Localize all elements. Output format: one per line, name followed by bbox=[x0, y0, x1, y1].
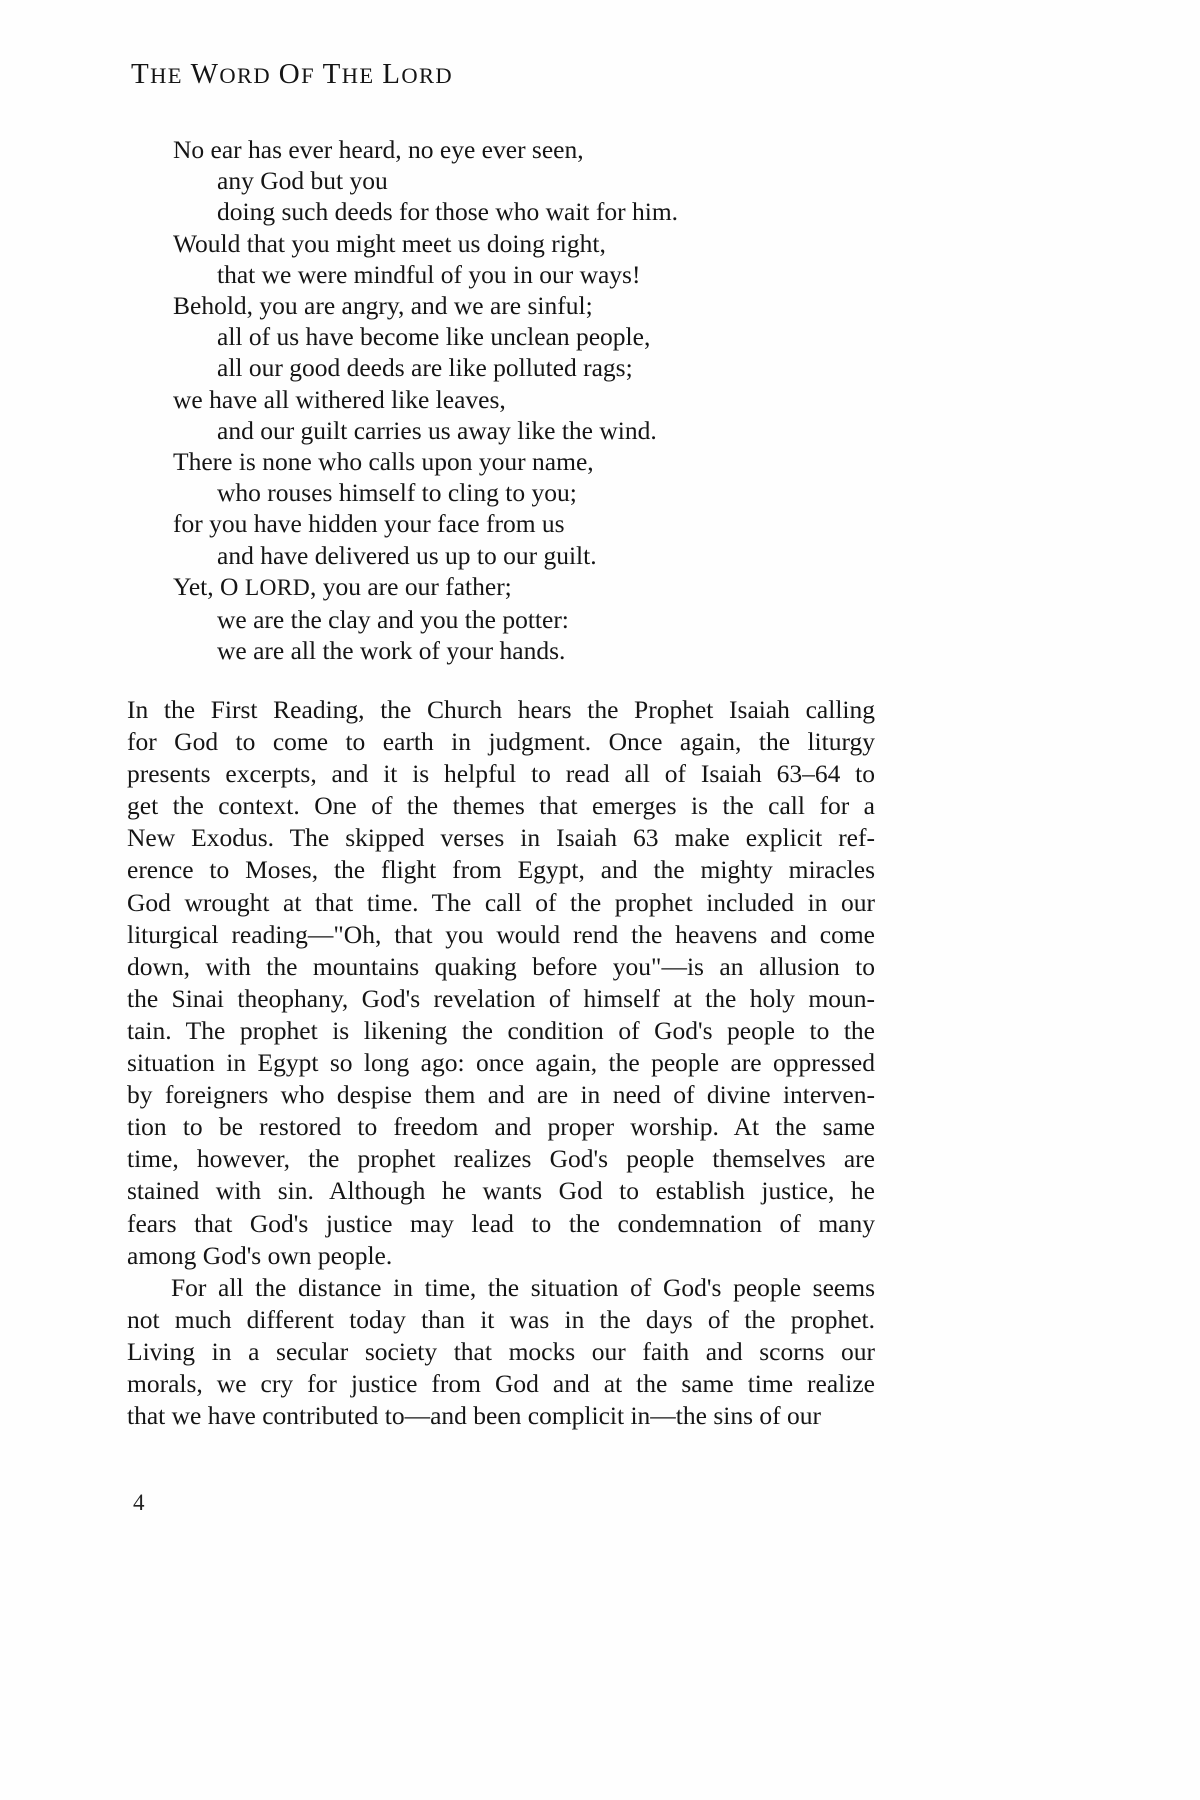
poem-line: all our good deeds are like polluted rags; bbox=[217, 353, 633, 383]
running-head-smallcaps: F bbox=[301, 63, 315, 88]
running-head-smallcaps: HE bbox=[150, 63, 183, 88]
running-head-initial: T bbox=[131, 58, 151, 90]
running-head bbox=[131, 58, 453, 91]
running-head-initial: W bbox=[190, 58, 220, 90]
paragraph-first-reading bbox=[127, 694, 875, 1272]
divine-name: LORD bbox=[244, 574, 310, 601]
page-number: 4 bbox=[133, 1490, 145, 1515]
poem-line: and have delivered us up to our guilt. bbox=[217, 540, 597, 570]
poem-line: we have all withered like leaves, bbox=[173, 384, 506, 414]
poem-line: No ear has ever heard, no eye ever seen, bbox=[173, 135, 584, 164]
body-line: for God to come to earth in judgment. Once again, the liturgy bbox=[127, 727, 875, 757]
body-line: that we have contributed to—and been complicit in—the sins of our bbox=[127, 1401, 821, 1431]
poem-line-divine: Yet, O LORD, you are our father; bbox=[173, 571, 512, 601]
body-line: God wrought at that time. The call of the prophet included in our bbox=[127, 887, 875, 917]
running-head-smallcaps: HE bbox=[341, 63, 375, 88]
running-head-word bbox=[131, 58, 183, 90]
poem-line: Behold, you are angry, and we are sinful; bbox=[173, 291, 593, 321]
running-head-word bbox=[322, 58, 375, 90]
poem-line: doing such deeds for those who wait for him. bbox=[217, 197, 679, 227]
scripture-poem-block bbox=[131, 134, 891, 666]
body-line: fears that God's justice may lead to the condemnation of many bbox=[127, 1208, 875, 1238]
body-line: get the context. One of the themes that emerges is the call for a bbox=[127, 791, 875, 821]
body-line: time, however, the prophet realizes God's people themselves are bbox=[127, 1144, 875, 1174]
body-line: For all the distance in time, the situation of God's people seems bbox=[171, 1272, 875, 1302]
running-head-word bbox=[382, 58, 454, 90]
body-line: Living in a secular society that mocks our faith and scorns our bbox=[127, 1336, 875, 1366]
body-line: the Sinai theophany, God's revelation of himself at the holy moun- bbox=[127, 983, 875, 1013]
body-text bbox=[127, 694, 875, 1432]
poem-line: who rouses himself to cling to you; bbox=[217, 478, 577, 508]
running-head-smallcaps: ORD bbox=[401, 63, 454, 88]
poem-line: for you have hidden your face from us bbox=[173, 509, 565, 539]
body-line: morals, we cry for justice from God and at the same time realize bbox=[127, 1368, 875, 1398]
poem-line: we are all the work of your hands. bbox=[217, 636, 566, 666]
body-line: tion to be restored to freedom and proper worship. At the same bbox=[127, 1112, 875, 1142]
paragraph-distance-in-time bbox=[127, 1272, 875, 1432]
poem-line: and our guilt carries us away like the wind. bbox=[217, 415, 657, 445]
body-line: stained with sin. Although he wants God to establish justice, he bbox=[127, 1176, 875, 1206]
body-line: among God's own people. bbox=[127, 1240, 393, 1270]
running-head-word bbox=[278, 58, 315, 90]
poem-line: all of us have become like unclean people, bbox=[217, 322, 651, 352]
running-head-smallcaps: ORD bbox=[219, 63, 272, 88]
poem-line: we are the clay and you the potter: bbox=[217, 605, 569, 635]
body-line: presents excerpts, and it is helpful to read all of Isaiah 63–64 to bbox=[127, 759, 875, 789]
poem-line: any God but you bbox=[217, 166, 388, 196]
body-line: by foreigners who despise them and are in need of divine interven- bbox=[127, 1080, 875, 1110]
body-line: In the First Reading, the Church hears the Prophet Isaiah calling bbox=[127, 695, 875, 724]
body-line: tain. The prophet is likening the condition of God's people to the bbox=[127, 1015, 875, 1045]
body-line: erence to Moses, the flight from Egypt, and the mighty miracles bbox=[127, 855, 875, 885]
running-head-word bbox=[190, 58, 272, 90]
running-head-initial: L bbox=[382, 58, 402, 90]
poem-line: There is none who calls upon your name, bbox=[173, 447, 594, 477]
body-line: down, with the mountains quaking before you"—is an allusion to bbox=[127, 951, 875, 981]
poem-line: Would that you might meet us doing right, bbox=[173, 228, 606, 258]
body-line: situation in Egypt so long ago: once again, the people are oppressed bbox=[127, 1048, 875, 1078]
running-head-initial: O bbox=[278, 58, 302, 90]
poem-line: that we were mindful of you in our ways! bbox=[217, 259, 641, 289]
body-line: New Exodus. The skipped verses in Isaiah 63 make explicit ref- bbox=[127, 823, 875, 853]
body-line: liturgical reading—"Oh, that you would rend the heavens and come bbox=[127, 919, 875, 949]
body-line: not much different today than it was in the days of the prophet. bbox=[127, 1304, 875, 1334]
running-head-initial: T bbox=[322, 58, 342, 90]
